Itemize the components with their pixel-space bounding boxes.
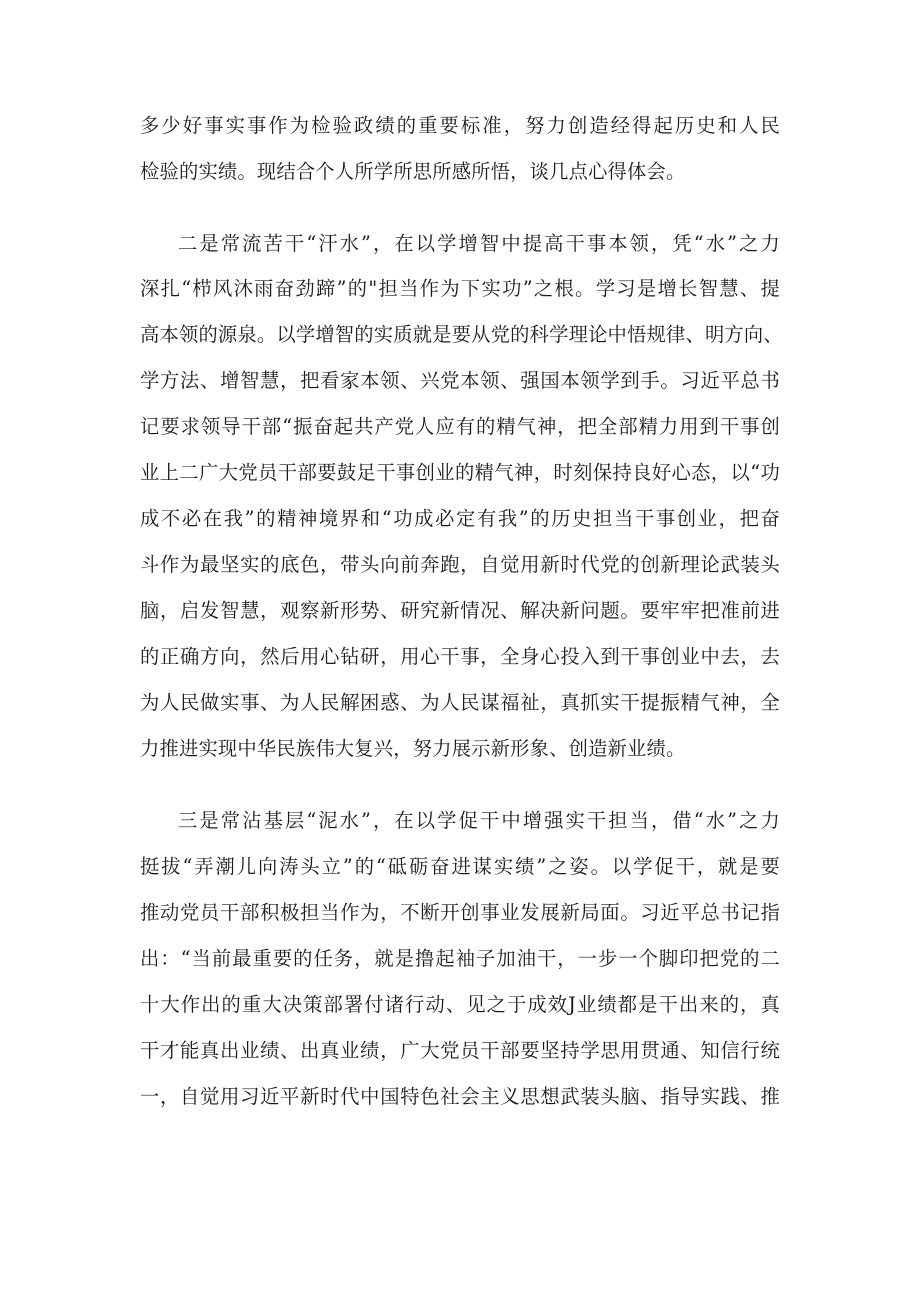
text-line: 出：“当前最重要的任务，就是撸起袖子加油干，一步一个脚印把党的二: [140, 947, 780, 970]
text-line: 三是常沾基层“泥水”，在以学促干中增强实干担当，借“水”之力: [178, 809, 780, 832]
text-line: 业上二广大党员干部要鼓足干事创业的精气神，时刻保持良好心态，以“功: [140, 461, 780, 484]
text-line: 脑，启发智慧，观察新形势、研究新情况、解决新问题。要牢牢把准前进: [140, 599, 780, 622]
text-line: 推动党员干部积极担当作为，不断开创事业发展新局面。习近平总书记指: [140, 901, 780, 924]
text-line: 多少好事实事作为检验政绩的重要标准，努力创造经得起历史和人民: [140, 114, 780, 137]
text-line: 一，自觉用习近平新时代中国特色社会主义思想武装头脑、指导实践、推: [140, 1085, 780, 1108]
text-line: 成不必在我”的精神境界和“功成必定有我”的历史担当干事创业，把奋: [140, 507, 780, 530]
text-line: 斗作为最坚实的底色，带头向前奔跑，自觉用新时代党的创新理论武装头: [140, 553, 780, 576]
text-line: 二是常流苦干“汗水”，在以学增智中提高干事本领，凭“水”之力: [178, 232, 780, 255]
text-line: 为人民做实事、为人民解困惑、为人民谋福祉，真抓实干提振精气神，全: [140, 691, 780, 714]
text-line: 干才能真出业绩、出真业绩，广大党员干部要坚持学思用贯通、知信行统: [140, 1039, 780, 1062]
text-line: 检验的实绩。现结合个人所学所思所感所悟，谈几点心得体会。: [140, 160, 686, 183]
text-line: 深扎“栉风沐雨奋劲蹄”的"担当作为下实功”之根。学习是增长智慧、提: [140, 277, 780, 300]
text-line: 力推进实现中华民族伟大复兴，努力展示新形象、创造新业绩。: [140, 737, 686, 760]
text-line: 记要求领导干部“振奋起共产党人应有的精气神，把全部精力用到干事创: [140, 415, 780, 438]
text-line: 挺拔“弄潮儿向涛头立”的“砥砺奋进谋实绩”之姿。以学促干，就是要: [140, 855, 780, 878]
text-line: 学方法、增智慧，把看家本领、兴党本领、强国本领学到手。习近平总书: [140, 369, 780, 392]
text-line: 十大作出的重大决策部署付诸行动、见之于成效J业绩都是干出来的，真: [140, 993, 780, 1016]
text-line: 的正确方向，然后用心钻研，用心干事，全身心投入到干事创业中去，去: [140, 645, 780, 668]
text-line: 高本领的源泉。以学增智的实质就是要从党的科学理论中悟规律、明方向、: [140, 323, 783, 346]
